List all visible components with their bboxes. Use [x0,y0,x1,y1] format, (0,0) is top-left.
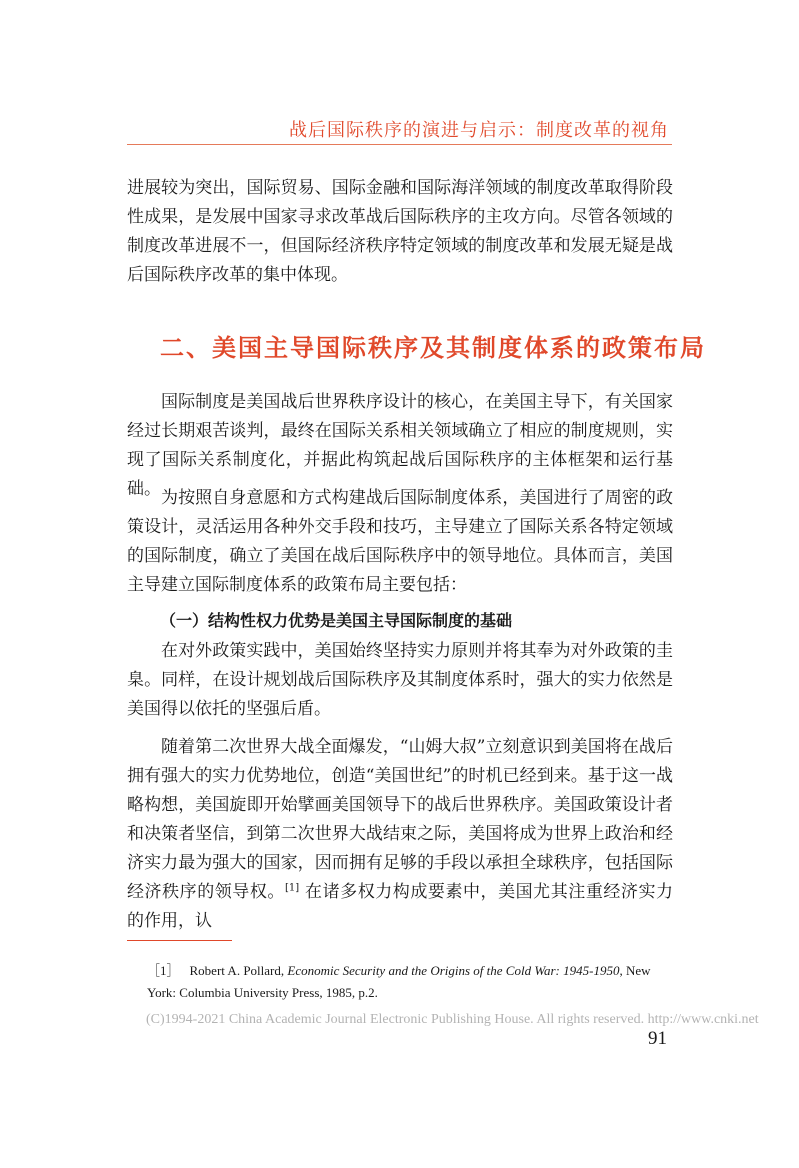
paragraph-continuation: 进展较为突出，国际贸易、国际金融和国际海洋领域的制度改革取得阶段性成果，是发展中国家寻求改革战后国际秩序的主攻方向。尽管各领域的制度改革进展不一，但国际经济秩序特定领域的制度改革和发展无疑是战后国际秩序改革的集中体现。 [127,178,673,285]
footnote [127,960,673,1004]
footnote-author: Robert A. Pollard, [189,963,288,978]
footnote-divider [127,940,232,941]
running-header-title: 战后国际秩序的演进与启示：制度改革的视角 [289,120,669,141]
paragraph-power-principle: 在对外政策实践中，美国始终坚持实力原则并将其奉为对外政策的圭臬。同样，在设计规划战后国际秩序及其制度体系时，强大的实力依然是美国得以依托的坚强后盾。 [127,641,673,719]
copyright-watermark: (C)1994-2021 China Academic Journal Electronic Publishing House. All rights reserved. http://www.cnki.net [146,1012,759,1027]
page-number: 91 [648,1028,667,1049]
footnote-book-title: Economic Security and the Origins of the Cold War: 1945-1950 [287,963,620,978]
paragraph-text: 随着第二次世界大战全面爆发，“山姆大叔”立刻意识到美国将在战后拥有强大的实力优势地位，创造“美国世纪”的时机已经到来。基于这一战略构想，美国旋即开始擘画美国领导下的战后世界秩序。美国政策设计者和决策者坚信，到第二次世界大战结束之际，美国将成为世界上政治和经济实力最为强大的国家，因而拥有足够的手段以承担全球秩序，包括国际经济秩序的领导权。 [127,737,673,902]
paragraph-text-continued: 在诸多权力构成要素中，美国尤其注重经济实力的作用，认 [127,882,674,931]
section-heading: 二、美国主导国际秩序及其制度体系的政策布局 [160,334,706,362]
header-divider [127,144,672,145]
sub-heading: （一）结构性权力优势是美国主导国际制度的基础 [160,611,513,630]
paragraph-american-century [127,733,673,936]
footnote-reference[interactable]: [1] [284,882,300,894]
footnote-publication: , New York: Columbia University Press, 1985, p.2. [147,963,651,1000]
paragraph-policy-design: 为按照自身意愿和方式构建战后国际制度体系，美国进行了周密的政策设计，灵活运用各种外交手段和技巧，主导建立了国际关系各特定领域的国际制度，确立了美国在战后国际秩序中的领导地位。具体而言，美国主导建立国际制度体系的政策布局主要包括： [127,488,673,595]
footnote-marker: ［1］ [147,963,180,978]
paragraph-intro: 国际制度是美国战后世界秩序设计的核心，在美国主导下，有关国家经过长期艰苦谈判，最终在国际关系相关领域确立了相应的制度规则，实现了国际关系制度化，并据此构筑起战后国际秩序的主体框架和运行基础。 [127,392,673,499]
